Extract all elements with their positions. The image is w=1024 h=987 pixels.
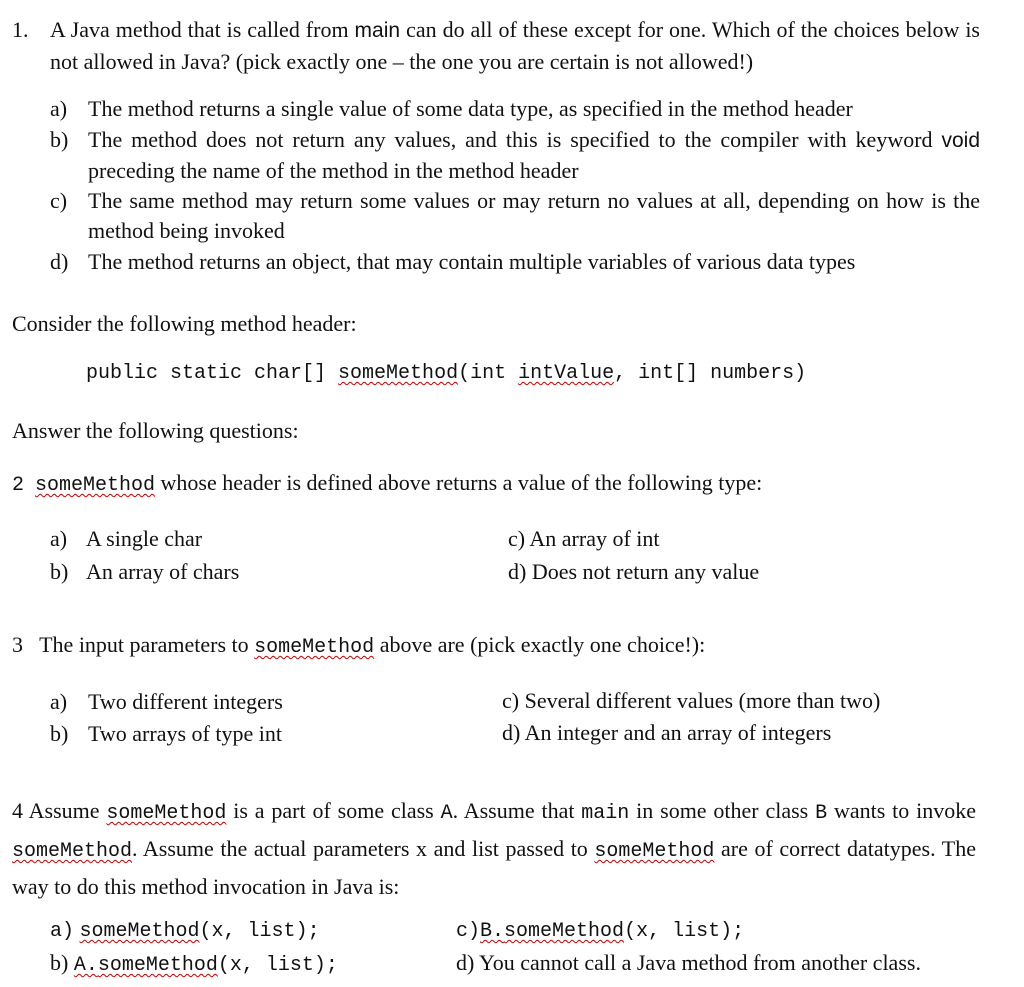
- option-text: The method returns an object, that may contain multiple variables of various data types: [88, 249, 856, 274]
- method-name: someMethod: [106, 802, 227, 825]
- question-3-number: 3: [12, 632, 23, 657]
- q4-text: wants to invoke: [827, 798, 976, 823]
- option-text: Two different integers: [88, 689, 283, 714]
- code-method-name: someMethod: [338, 362, 459, 385]
- option-label: a): [50, 526, 68, 551]
- option-label: b): [50, 127, 69, 152]
- question-3-option-d: [502, 719, 831, 747]
- q4-text: are of correct datatypes. The way to do this method invocation in Java is:: [12, 836, 976, 899]
- consider-heading: Consider the following method header:: [12, 311, 357, 336]
- option-text-a: The method does not return any values, and this is specified to the compiler with keyword: [88, 127, 942, 152]
- q4-text: is a part of some class: [226, 798, 441, 823]
- question-2-option-d: [508, 558, 759, 586]
- option-text: An integer and an array of integers: [524, 720, 832, 745]
- option-code: (x, list);: [217, 954, 338, 977]
- option-label: a): [50, 689, 68, 714]
- question-1-text-a: A Java method that is called from: [50, 17, 355, 42]
- option-label: a): [50, 96, 68, 121]
- question-2-prompt: [12, 469, 762, 500]
- question-3-text-b: above are (pick exactly one choice!):: [374, 632, 706, 657]
- class-prefix: B.: [480, 920, 505, 943]
- answer-intro: Answer the following questions:: [12, 418, 299, 443]
- code-part: public static char[]: [86, 362, 339, 385]
- class-b-name: B: [815, 802, 828, 825]
- question-4-option-d: [456, 949, 921, 977]
- option-label: c): [502, 688, 520, 713]
- question-1-option-c: [50, 186, 980, 248]
- code-param-name: intValue: [518, 362, 615, 385]
- method-name: someMethod: [504, 920, 625, 943]
- option-code: (x, list);: [199, 920, 320, 943]
- q4-text: . Assume the actual parameters x and list passed to: [132, 836, 595, 861]
- option-text: You cannot call a Java method from another class.: [479, 950, 921, 975]
- question-2-option-c: [508, 525, 660, 553]
- q4-text: Assume: [23, 798, 107, 823]
- option-label: d): [508, 559, 527, 584]
- class-prefix: A.: [73, 954, 98, 977]
- question-3-text-a: The input parameters to: [39, 632, 255, 657]
- question-4-option-a: [50, 915, 320, 946]
- question-3-option-c: [502, 687, 880, 715]
- option-text: [88, 125, 980, 186]
- option-label: b): [50, 559, 69, 584]
- option-label: c): [508, 526, 526, 551]
- option-text: A single char: [86, 526, 203, 551]
- void-keyword: void: [941, 129, 980, 152]
- question-2-number: 2: [12, 474, 25, 497]
- option-label: a): [50, 920, 75, 943]
- main-keyword: main: [354, 19, 401, 42]
- option-label: c): [50, 188, 68, 213]
- method-name: someMethod: [594, 840, 715, 863]
- method-header-code: [86, 360, 806, 388]
- code-part: (int: [458, 362, 519, 385]
- question-4-option-c: [456, 915, 744, 946]
- method-name: someMethod: [79, 920, 200, 943]
- option-text: An array of chars: [86, 559, 240, 584]
- question-1-prompt: [50, 14, 980, 77]
- question-4-prompt: [12, 793, 976, 904]
- q4-text: . Assume that: [452, 798, 582, 823]
- option-label: d): [456, 950, 475, 975]
- option-text: The method returns a single value of some data type, as specified in the method header: [88, 96, 853, 121]
- option-label: b): [50, 721, 69, 746]
- question-4-option-b: [50, 949, 338, 980]
- code-part: , int[] numbers): [614, 362, 807, 385]
- option-label: c): [456, 920, 481, 943]
- question-3-prompt: [12, 631, 705, 662]
- main-keyword: main: [581, 802, 630, 825]
- option-label: d): [50, 249, 69, 274]
- class-a-name: A: [440, 802, 453, 825]
- option-text: The same method may return some values or may return no values at all, depending on how is the method being invoked: [88, 188, 980, 243]
- option-text: An array of int: [529, 526, 660, 551]
- question-1-option-b: [50, 125, 980, 187]
- option-label: d): [502, 720, 521, 745]
- option-text: Several different values (more than two): [524, 688, 881, 713]
- option-label: b): [50, 950, 69, 975]
- option-text: Does not return any value: [531, 559, 760, 584]
- method-name: someMethod: [12, 840, 133, 863]
- question-1-text-b: can do all of these except for one. Which of the choices below is not allowed in Java? (pick exactly one – the one you are certain is not allowed!): [50, 17, 980, 74]
- method-name: someMethod: [35, 474, 156, 497]
- option-text: Two arrays of type int: [88, 721, 282, 746]
- question-1-option-a: [50, 94, 980, 124]
- option-code: (x, list);: [624, 920, 745, 943]
- method-name: someMethod: [97, 954, 218, 977]
- question-1-option-d: [50, 247, 980, 277]
- question-2-text: whose header is defined above returns a value of the following type:: [155, 470, 763, 495]
- question-1-number: 1.: [12, 17, 29, 42]
- option-text-b: preceding the name of the method in the method header: [88, 158, 579, 183]
- question-4-number: 4: [12, 798, 23, 823]
- method-name: someMethod: [254, 636, 375, 659]
- q4-text: in some other class: [629, 798, 816, 823]
